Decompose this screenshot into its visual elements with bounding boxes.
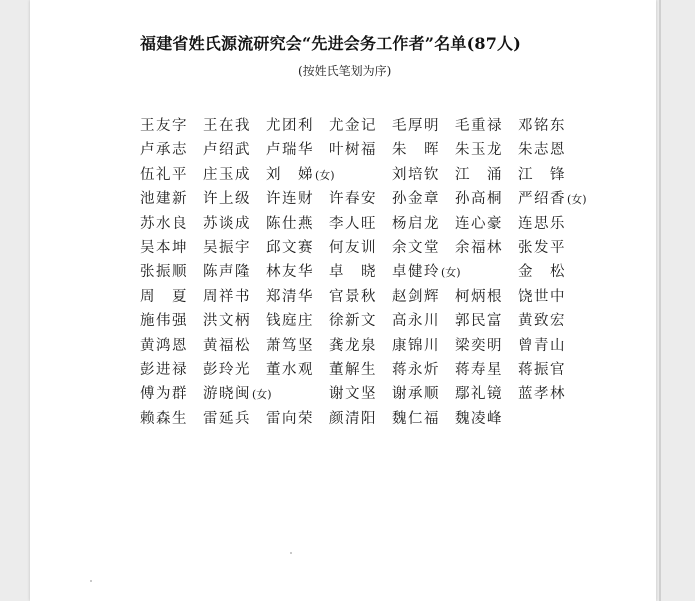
member-name-text: 傅为群 (140, 386, 188, 403)
member-name (392, 236, 455, 260)
member-name (392, 407, 455, 431)
member-name-text: 许连财 (266, 191, 314, 208)
member-name (455, 236, 518, 260)
member-name (203, 187, 266, 211)
member-name-text: 刘 娣 (266, 166, 314, 183)
member-name (455, 114, 518, 138)
member-name-text: 吴振宇 (203, 239, 251, 256)
member-name (392, 187, 455, 211)
member-name-text: 柯炳根 (455, 288, 503, 305)
member-name-text: 朱 晖 (392, 142, 440, 159)
member-name (455, 285, 518, 309)
member-name (455, 309, 518, 333)
member-name (140, 285, 203, 309)
member-name-text: 赖森生 (140, 410, 188, 427)
member-name (140, 382, 203, 406)
member-name (329, 285, 392, 309)
member-name-text: 周祥书 (203, 288, 251, 305)
member-name (455, 334, 518, 358)
member-name-text: 鄢礼镜 (455, 386, 503, 403)
member-name-text: 魏仁福 (392, 410, 440, 427)
member-name (140, 407, 203, 431)
member-name (455, 382, 518, 406)
member-name (329, 260, 392, 284)
member-name (203, 285, 266, 309)
member-name (392, 309, 455, 333)
page-edge-line (659, 0, 661, 601)
member-name (203, 407, 266, 431)
member-name (266, 163, 335, 187)
member-name (266, 358, 329, 382)
member-name (266, 236, 329, 260)
member-name (329, 334, 392, 358)
member-name (518, 358, 581, 382)
member-name-text: 张发平 (518, 239, 566, 256)
member-name-text: 许春安 (329, 191, 377, 208)
member-name (518, 212, 581, 236)
member-name-text: 金 松 (518, 264, 566, 281)
member-name (329, 138, 392, 162)
member-name-text: 徐新文 (329, 313, 377, 330)
member-name (392, 260, 461, 284)
member-name-text: 尤团利 (266, 118, 314, 134)
member-name-text: 邓铭东 (518, 118, 566, 134)
member-name-text: 钱庭庄 (266, 313, 314, 330)
member-name (266, 260, 329, 284)
member-name-text: 江 涌 (455, 166, 503, 183)
member-name-text: 王友字 (140, 118, 188, 134)
member-name-text: 雷向荣 (266, 410, 314, 427)
member-name (329, 407, 392, 431)
member-name-text: 雷延兵 (203, 410, 251, 427)
member-name-text: 游晓闽 (203, 386, 251, 403)
member-name-text: 卓 晓 (329, 264, 377, 281)
member-name (455, 407, 518, 431)
member-name (518, 309, 581, 333)
member-name-text: 伍礼平 (140, 166, 188, 183)
member-name (329, 114, 392, 138)
member-name (266, 212, 329, 236)
member-name-text: 卢绍武 (203, 142, 251, 159)
member-name (518, 260, 581, 284)
member-name-text: 朱玉龙 (455, 142, 503, 159)
member-name-text: 黄福松 (203, 337, 251, 354)
member-name-text: 江 锋 (518, 166, 566, 183)
member-name (518, 138, 581, 162)
member-name-text: 孙高桐 (455, 191, 503, 208)
member-name (266, 187, 329, 211)
document-subtitle: (按姓氏笔划为序) (298, 64, 392, 78)
member-name (266, 114, 329, 138)
gender-note: (女) (252, 388, 272, 402)
member-name-text: 林友华 (266, 264, 314, 281)
member-name-text: 卢承志 (140, 142, 188, 159)
member-name (329, 309, 392, 333)
member-name (329, 212, 392, 236)
member-name-text: 张振顺 (140, 264, 188, 281)
member-name (140, 114, 203, 138)
gender-note: (女) (567, 193, 587, 207)
member-name-text: 尤金记 (329, 118, 377, 134)
member-name (329, 163, 392, 187)
member-name (266, 407, 329, 431)
member-name-text: 杨启龙 (392, 215, 440, 232)
member-name-text: 连思乐 (518, 215, 566, 232)
member-name-text: 董水观 (266, 361, 314, 378)
member-name (518, 236, 581, 260)
member-name (455, 163, 518, 187)
member-name (203, 114, 266, 138)
member-name-text: 叶树福 (329, 142, 377, 159)
member-name (518, 285, 581, 309)
member-name (266, 334, 329, 358)
member-name (392, 382, 455, 406)
member-name-text: 饶世中 (518, 288, 566, 305)
member-name-text: 李人旺 (329, 215, 377, 232)
scan-speck (90, 580, 92, 582)
member-name-text: 连心豪 (455, 215, 503, 232)
member-name-text: 蓝孝林 (518, 386, 566, 403)
member-name-text: 谢文坚 (329, 386, 377, 403)
member-name (266, 138, 329, 162)
member-name (392, 212, 455, 236)
member-name (518, 187, 587, 211)
member-name-text: 赵剑辉 (392, 288, 440, 305)
member-name-text: 毛厚明 (392, 118, 440, 134)
member-name-text: 卓健玲 (392, 264, 440, 281)
member-name (329, 358, 392, 382)
member-name-text: 庄玉成 (203, 166, 251, 183)
member-name (329, 236, 392, 260)
member-name (518, 382, 581, 406)
member-name-text: 萧笃坚 (266, 337, 314, 354)
member-name-text: 康锦川 (392, 337, 440, 354)
member-name (266, 382, 329, 406)
member-name (203, 163, 266, 187)
member-name-text: 许上级 (203, 191, 251, 208)
member-name-text: 吴本坤 (140, 239, 188, 256)
member-name (455, 260, 518, 284)
member-name (392, 114, 455, 138)
member-name (455, 358, 518, 382)
member-name-text: 郑清华 (266, 288, 314, 305)
member-name-text: 邱文赛 (266, 239, 314, 256)
member-name-text: 洪文柄 (203, 313, 251, 330)
member-name (392, 334, 455, 358)
scan-speck (290, 552, 292, 554)
member-name-text: 梁奕明 (455, 337, 503, 354)
member-name-text: 蒋振官 (518, 361, 566, 378)
member-name (329, 382, 392, 406)
member-name-text: 曾青山 (518, 337, 566, 354)
member-name (392, 285, 455, 309)
member-name-text: 严绍香 (518, 191, 566, 208)
member-name (266, 285, 329, 309)
member-name-text: 高永川 (392, 313, 440, 330)
member-name (140, 187, 203, 211)
member-name-text: 谢承顺 (392, 386, 440, 403)
member-name-text: 彭进禄 (140, 361, 188, 378)
document-title: 福建省姓氏源流研究会“先进会务工作者”名单(87人) (140, 34, 522, 53)
gender-note: (女) (315, 168, 335, 182)
member-name-text: 龚龙泉 (329, 337, 377, 354)
member-name (518, 114, 581, 138)
member-name-text: 施伟强 (140, 313, 188, 330)
member-name (203, 382, 272, 406)
member-name (203, 309, 266, 333)
member-name (140, 260, 203, 284)
member-name (203, 138, 266, 162)
member-name-text: 彭玲光 (203, 361, 251, 378)
member-name-text: 孙金章 (392, 191, 440, 208)
member-name-text: 苏谈成 (203, 215, 251, 232)
member-name-text: 陈仕燕 (266, 215, 314, 232)
gender-note: (女) (441, 266, 461, 280)
member-name-text: 陈声隆 (203, 264, 251, 281)
member-name (392, 358, 455, 382)
member-name (455, 138, 518, 162)
member-name-text: 王在我 (203, 118, 251, 134)
name-list (140, 114, 587, 431)
member-name-text: 黄鸿恩 (140, 337, 188, 354)
member-name-text: 郭民富 (455, 313, 503, 330)
member-name-text: 黄致宏 (518, 313, 566, 330)
member-name-text: 朱志恩 (518, 142, 566, 159)
member-name-text: 刘培钦 (392, 166, 440, 183)
member-name-text: 魏凌峰 (455, 410, 503, 427)
member-name-text: 周 夏 (140, 288, 188, 305)
member-name-text: 蒋永炘 (392, 361, 440, 378)
member-name (518, 334, 581, 358)
member-name-text: 颜清阳 (329, 410, 377, 427)
member-name (203, 358, 266, 382)
member-name-text: 苏水良 (140, 215, 188, 232)
member-name (455, 212, 518, 236)
member-name (140, 138, 203, 162)
member-name (203, 334, 266, 358)
member-name (266, 309, 329, 333)
member-name-text: 余福林 (455, 239, 503, 256)
member-name (140, 163, 203, 187)
member-name (140, 358, 203, 382)
member-name (140, 212, 203, 236)
member-name-text: 何友训 (329, 239, 377, 256)
member-name (392, 138, 455, 162)
member-name-text: 董解生 (329, 361, 377, 378)
member-name-text: 官景秋 (329, 288, 377, 305)
member-name (140, 334, 203, 358)
member-name-text: 卢瑞华 (266, 142, 314, 159)
member-name (140, 236, 203, 260)
member-name (329, 187, 392, 211)
member-name-text: 蒋寿星 (455, 361, 503, 378)
member-name (455, 187, 518, 211)
member-name-text: 余文堂 (392, 239, 440, 256)
member-name (518, 163, 581, 187)
member-name (392, 163, 455, 187)
document-page (30, 0, 656, 601)
member-name (203, 212, 266, 236)
member-name (203, 260, 266, 284)
member-name (140, 309, 203, 333)
member-name (203, 236, 266, 260)
member-name-text: 毛重禄 (455, 118, 503, 134)
member-name-text: 池建新 (140, 191, 188, 208)
